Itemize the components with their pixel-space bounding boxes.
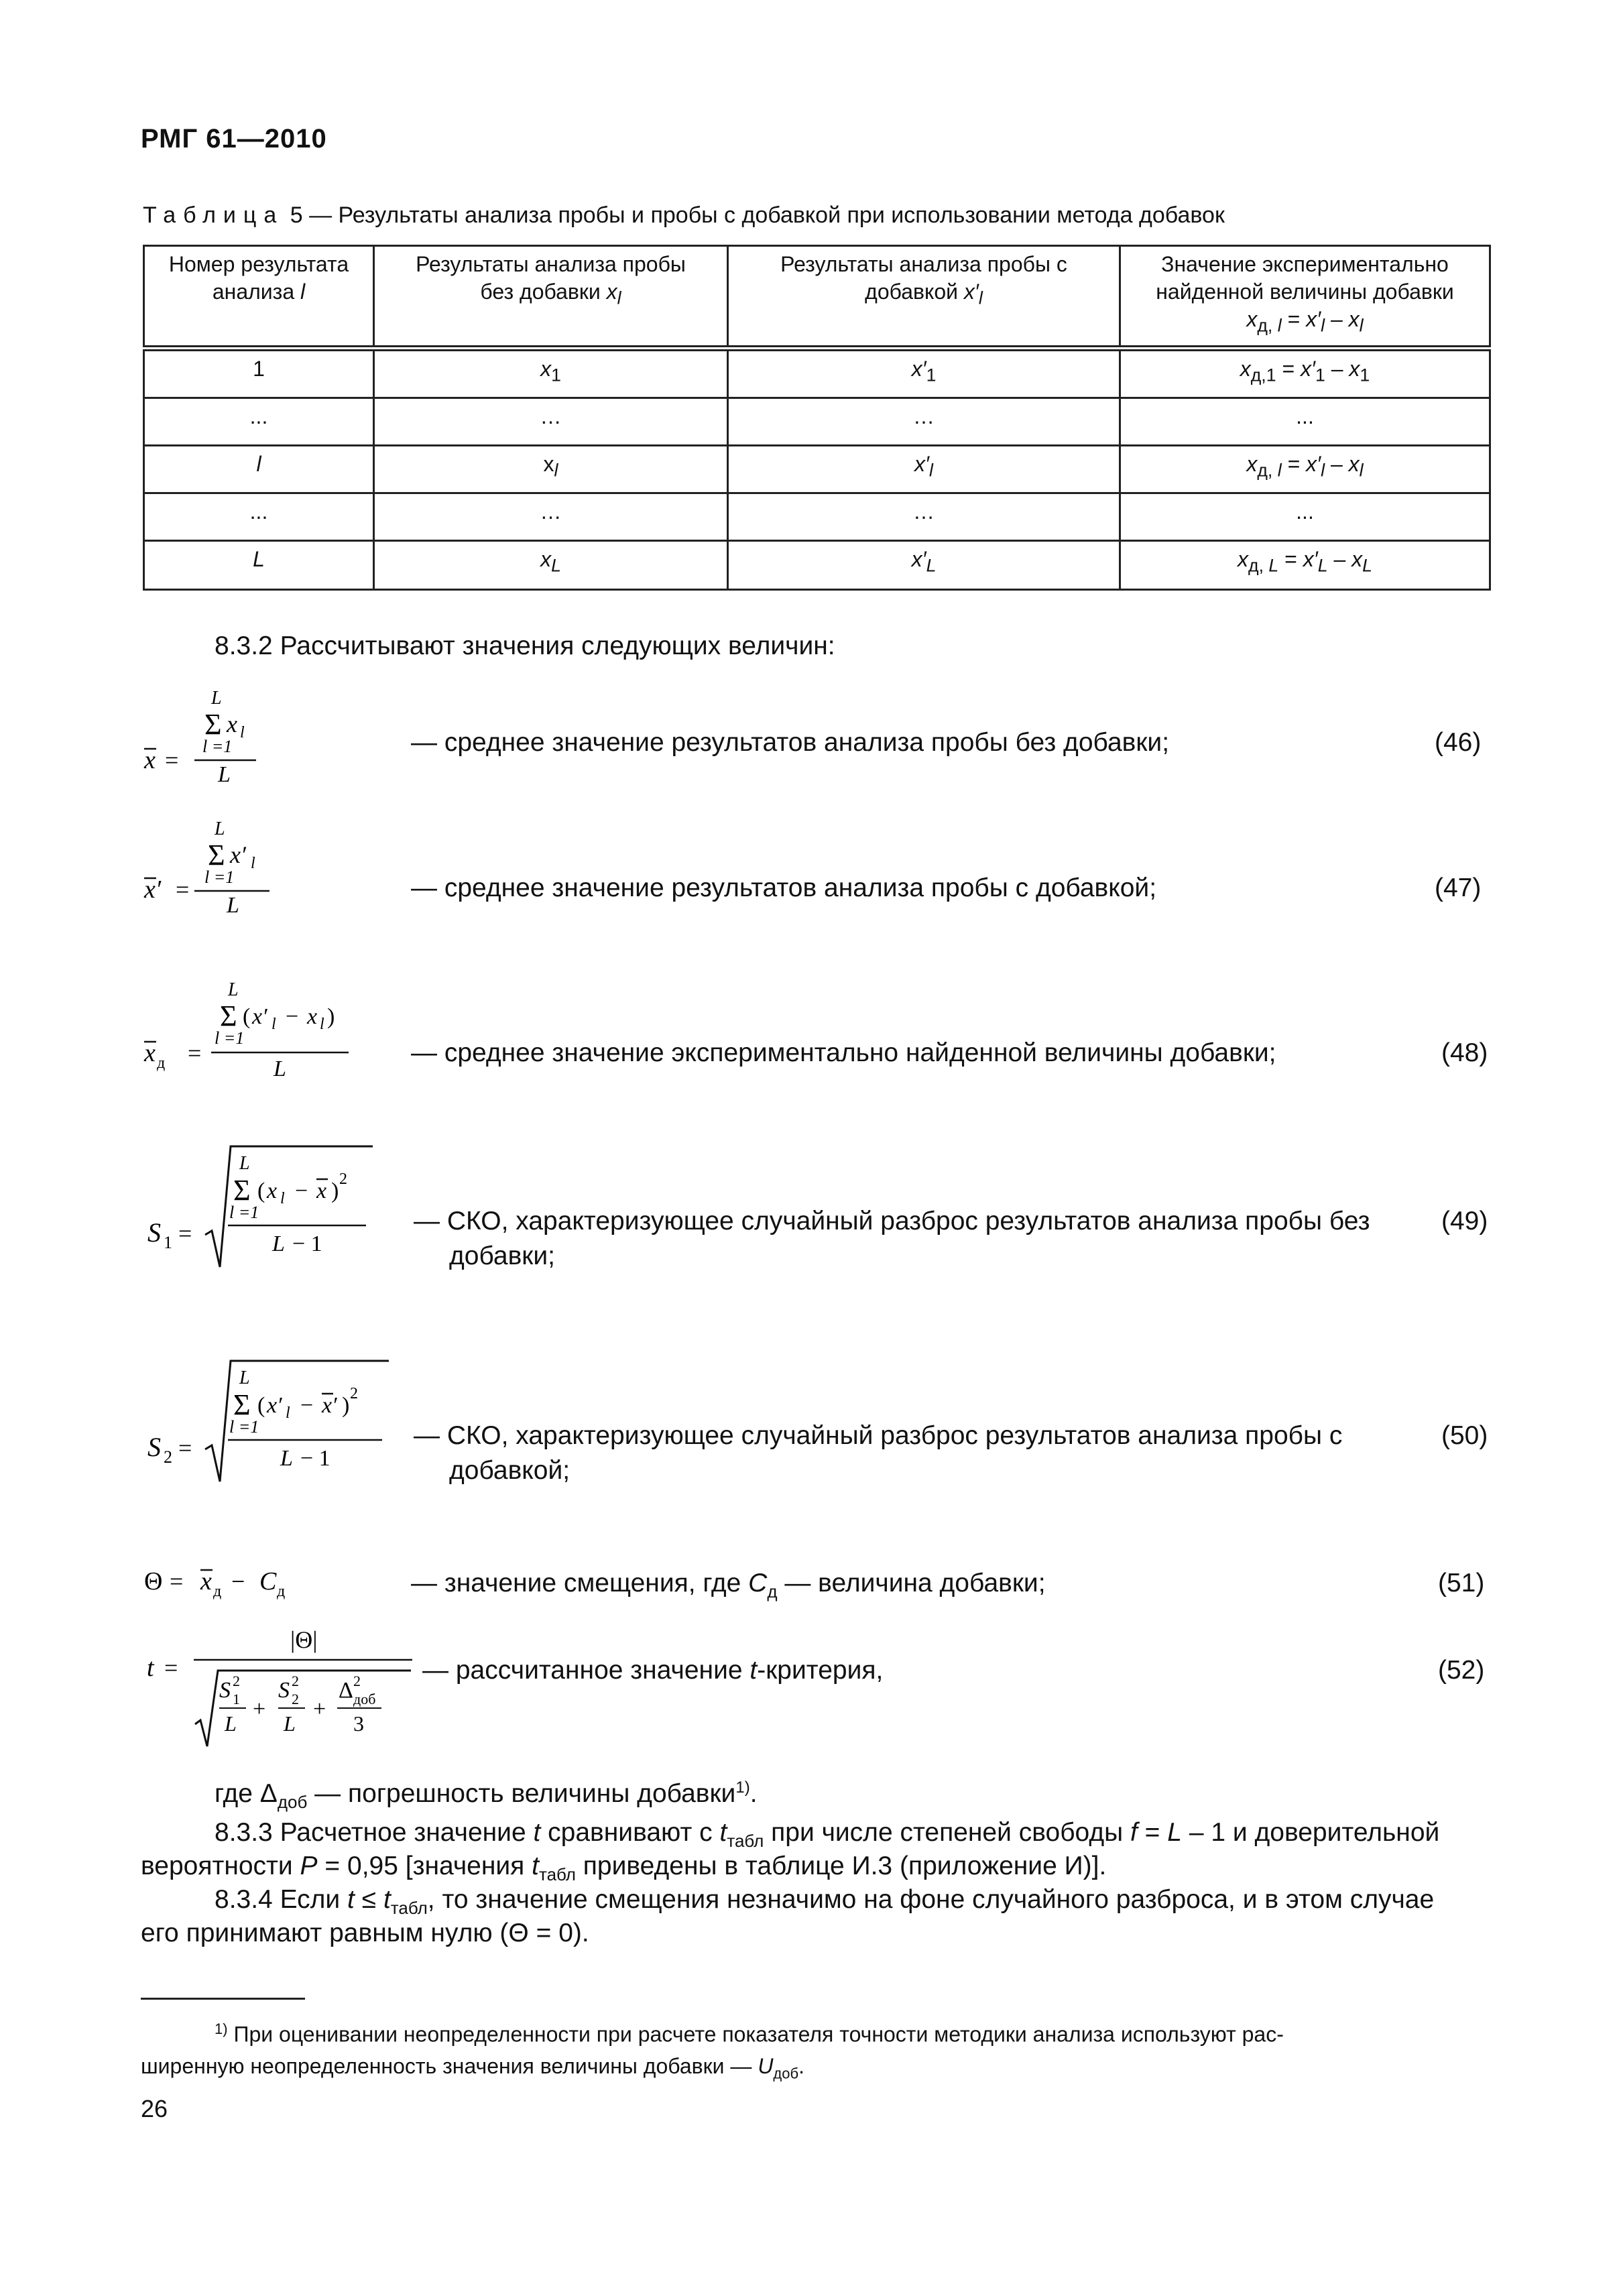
svg-text:l: l	[320, 1016, 324, 1033]
formula-49-description-cont: добавки;	[449, 1242, 555, 1270]
formula-48-mean-xd	[127, 975, 369, 1083]
formula-51-number: (51)	[1438, 1569, 1485, 1597]
formula-50-description-cont: добавкой;	[449, 1456, 570, 1485]
svg-text:−: −	[300, 1393, 314, 1418]
svg-text:L: L	[228, 979, 239, 1000]
col-header-sample-additive: Результаты анализа пробы с добавкой $x'_l$	[728, 246, 1120, 349]
svg-text:3: 3	[353, 1711, 364, 1736]
svg-text:=: =	[178, 1435, 192, 1461]
svg-text:(: (	[243, 1004, 251, 1029]
svg-text:l =1: l =1	[204, 867, 235, 887]
svg-text:l: l	[240, 724, 245, 741]
footnote-line2: ширенную неопределенность значения величины добавки — $U_{доб}$.	[141, 2054, 804, 2082]
svg-text:l: l	[280, 1190, 285, 1207]
svg-text:L: L	[280, 1446, 293, 1471]
formula-51-description: — значение смещения, где $C_д$ — величина добавки;	[411, 1569, 1046, 1602]
svg-text:Σ: Σ	[233, 1388, 251, 1421]
svg-text:x′: x′	[322, 1393, 337, 1418]
svg-text:− 1: − 1	[292, 1231, 322, 1256]
formula-48-description: — среднее значение экспериментально найденной величины добавки;	[411, 1038, 1276, 1067]
formula-46-mean-x	[127, 684, 282, 784]
svg-text:L: L	[272, 1231, 285, 1256]
svg-text:l: l	[251, 855, 255, 872]
svg-text:2: 2	[292, 1673, 299, 1689]
svg-text:д: д	[213, 1583, 222, 1600]
svg-text:1: 1	[164, 1233, 172, 1252]
svg-text:=: =	[165, 747, 179, 774]
formula-46-number: (46)	[1435, 728, 1482, 757]
svg-text:t: t	[147, 1654, 154, 1682]
svg-text:L: L	[284, 1711, 296, 1736]
svg-text:доб: доб	[353, 1691, 376, 1707]
svg-text:Σ: Σ	[233, 1174, 251, 1207]
svg-text:): )	[342, 1393, 350, 1418]
svg-text:2: 2	[353, 1673, 361, 1689]
formula-46-description: — среднее значение результатов анализа пробы без добавки;	[411, 728, 1170, 757]
formula-47-description: — среднее значение результатов анализа пробы с добавкой;	[411, 873, 1157, 902]
footnote-line1: $^{1)}$ При оценивании неопределенности при расчете показателя точности методики анализа используют рас-	[215, 2020, 1284, 2047]
svg-text:−: −	[231, 1568, 245, 1595]
paragraph-8-3-3-line2: вероятности P = 0,95 [значения $t_{табл}$ приведены в таблице И.3 (приложение И)].	[141, 1852, 1107, 1884]
footnote-separator	[141, 1998, 305, 2000]
svg-text:=: =	[164, 1654, 178, 1681]
svg-text:C: C	[259, 1567, 277, 1595]
svg-text:S: S	[147, 1432, 161, 1462]
svg-text:L: L	[218, 762, 231, 784]
table-row: ... … … ...	[144, 493, 1490, 541]
formula-50-number: (50)	[1441, 1421, 1488, 1450]
page-number: 26	[141, 2095, 168, 2122]
svg-text:x: x	[227, 711, 237, 737]
svg-text:− 1: − 1	[300, 1446, 330, 1471]
svg-text:l =1: l =1	[215, 1028, 245, 1048]
table-caption: Таблица 5 — Результаты анализа пробы и пробы с добавкой при использовании метода добавок	[143, 202, 1225, 228]
col-header-result-number: Номер результата анализа l	[144, 246, 374, 349]
svg-text:д: д	[277, 1583, 286, 1600]
svg-text:(: (	[257, 1393, 265, 1418]
svg-text:x′: x′	[252, 1004, 267, 1029]
svg-text:x′: x′	[230, 841, 246, 868]
svg-text:x: x	[307, 1004, 318, 1029]
svg-text:=: =	[170, 1568, 184, 1595]
formula-47-number: (47)	[1435, 873, 1482, 902]
formula-49-s1	[127, 1140, 396, 1274]
formula-51-theta	[137, 1559, 339, 1606]
svg-text:l: l	[286, 1404, 290, 1422]
svg-text:Δ: Δ	[339, 1678, 353, 1703]
formula-52-number: (52)	[1438, 1656, 1485, 1685]
formula-50-s2	[127, 1354, 409, 1488]
svg-text:1: 1	[233, 1691, 240, 1707]
svg-text:S: S	[278, 1678, 290, 1703]
svg-text:(: (	[257, 1179, 265, 1203]
paragraph-8-3-3-line1: 8.3.3 Расчетное значение t сравнивают с $t_{табл}$ при числе степеней свободы f = L – 1 и доверительной	[215, 1818, 1440, 1851]
svg-text:x: x	[200, 1567, 212, 1595]
svg-text:Σ: Σ	[220, 1000, 237, 1032]
svg-text:2: 2	[233, 1673, 240, 1689]
svg-text:x: x	[267, 1179, 278, 1203]
document-header: РМГ 61—2010	[141, 124, 327, 154]
formula-52-description: — рассчитанное значение t-критерия,	[422, 1656, 884, 1685]
svg-text:S: S	[147, 1217, 161, 1248]
table-row: ... … … ...	[144, 398, 1490, 446]
formula-48-number: (48)	[1441, 1038, 1488, 1067]
col-header-sample: Результаты анализа пробы без добавки $x_l$	[374, 246, 728, 349]
table-row: L $x_L$ $x'_L$ $x_{д, L} = x'_L - x_L$	[144, 541, 1490, 590]
table-header-row	[144, 246, 1490, 349]
svg-text:=: =	[178, 1220, 192, 1247]
paragraph-8-3-4-line1: 8.3.4 Если $t \le t_{табл}$, то значение смещения незначимо на фоне случайного разброса, и в этом случае	[215, 1885, 1435, 1918]
svg-text:L: L	[239, 1153, 250, 1174]
svg-text:Θ: Θ	[144, 1567, 163, 1595]
svg-text:−: −	[286, 1004, 299, 1029]
formula-50-description: — СКО, характеризующее случайный разброс результатов анализа пробы с	[414, 1421, 1343, 1450]
svg-text:2: 2	[339, 1170, 347, 1188]
svg-text:S: S	[219, 1678, 231, 1703]
svg-text:+: +	[313, 1697, 326, 1721]
svg-text:x: x	[316, 1179, 327, 1203]
svg-text:l =1: l =1	[229, 1203, 259, 1222]
svg-text:2: 2	[350, 1385, 358, 1402]
svg-text:x′: x′	[267, 1393, 282, 1418]
svg-text:): )	[331, 1179, 339, 1203]
paragraph-8-3-4-line2: его принимают равным нулю (Θ = 0).	[141, 1919, 589, 1947]
svg-text:l =1: l =1	[202, 737, 233, 756]
svg-text:x: x	[144, 746, 156, 774]
svg-text:L: L	[215, 819, 225, 839]
results-table	[143, 245, 1491, 591]
formula-49-number: (49)	[1441, 1207, 1488, 1235]
svg-text:x: x	[144, 1039, 156, 1067]
svg-text:x′: x′	[144, 875, 162, 904]
svg-text:): )	[327, 1004, 335, 1029]
svg-text:=: =	[188, 1040, 202, 1067]
svg-text:Σ: Σ	[204, 708, 222, 741]
table-row: l $x_l$ $x'_l$ $x_{д, l} = x'_l - x_l$	[144, 446, 1490, 493]
svg-text:=: =	[176, 876, 190, 903]
where-delta-paragraph: где $\Delta_{доб}$ — погрешность величины добавки$^{1)}$.	[215, 1778, 758, 1812]
svg-text:+: +	[253, 1697, 266, 1721]
svg-text:L: L	[211, 688, 222, 709]
col-header-found-value: Значение экспериментально найденной величины добавки $x_{д, l} = x'_l - x_l$	[1120, 246, 1490, 349]
svg-text:−: −	[295, 1179, 308, 1203]
formula-52-t-criterion	[137, 1609, 419, 1750]
intro-paragraph: 8.3.2 Рассчитывают значения следующих величин:	[215, 631, 835, 660]
table-row: 1 $x_1$ $x'_1$ $x_{д,1} = x'_1 - x_1$	[144, 349, 1490, 398]
svg-text:2: 2	[164, 1447, 172, 1467]
svg-text:l: l	[272, 1016, 276, 1033]
formula-49-description: — СКО, характеризующее случайный разброс результатов анализа пробы без	[414, 1207, 1370, 1235]
svg-text:l =1: l =1	[229, 1417, 259, 1437]
svg-text:L: L	[227, 893, 239, 915]
svg-text:Σ: Σ	[208, 839, 225, 871]
svg-text:|Θ|: |Θ|	[290, 1626, 318, 1653]
svg-text:2: 2	[292, 1691, 299, 1707]
svg-text:L: L	[239, 1368, 250, 1388]
svg-text:L: L	[225, 1711, 237, 1736]
svg-text:д: д	[157, 1054, 166, 1072]
svg-text:L: L	[274, 1056, 286, 1081]
formula-47-mean-xprime	[127, 814, 288, 915]
